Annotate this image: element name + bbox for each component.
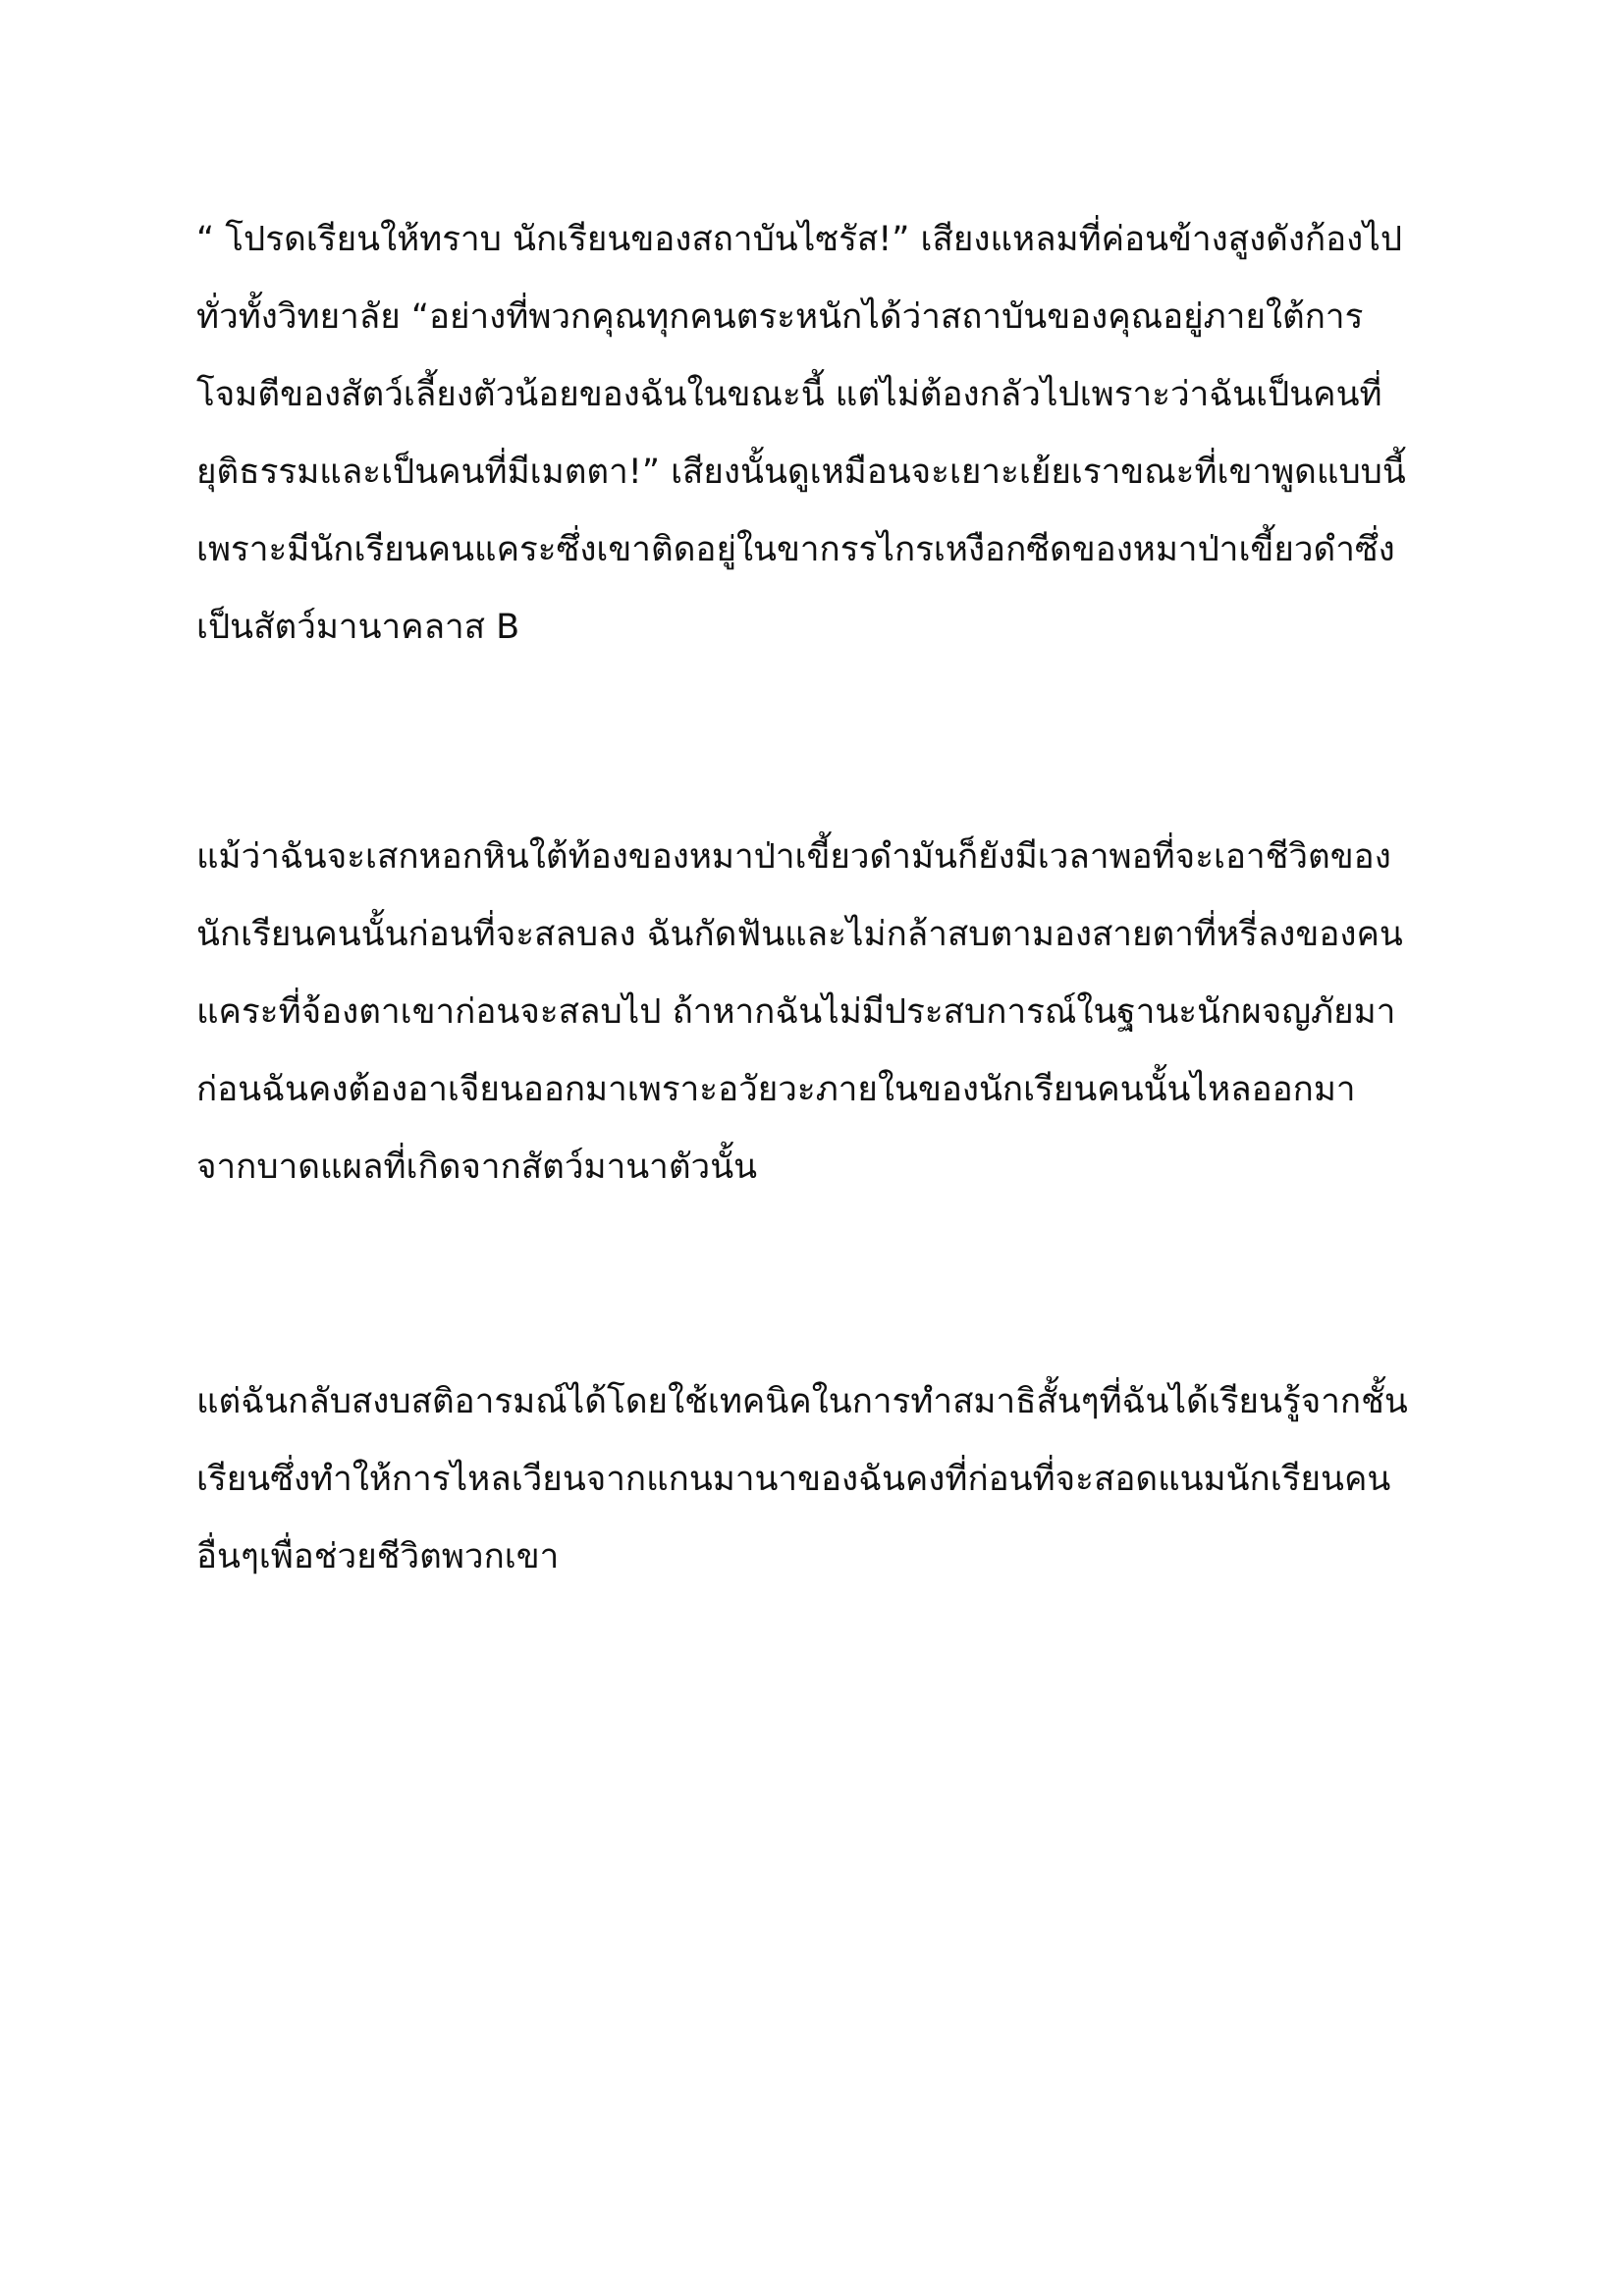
paragraph-spacer <box>196 1206 1434 1363</box>
text-line: อื่นๆเพื่อช่วยชีวิตพวกเขา <box>196 1537 560 1576</box>
text-line: ก่อนฉันคงต้องอาเจียนออกมาเพราะอวัยวะภายในของนักเรียนคนนั้นไหลออกมา <box>196 1070 1356 1109</box>
text-line: แม้ว่าฉันจะเสกหอกหินใต้ท้องของหมาป่าเขี้ยวดำมันก็ยังมีเวลาพอที่จะเอาชีวิตของ <box>196 837 1391 877</box>
paragraph-1 <box>196 201 1434 667</box>
text-line: เพราะมีนักเรียนคนแคระซึ่งเขาติดอยู่ในขากรรไกรเหงือกซีดของหมาป่าเขี้ยวดำซึ่ง <box>196 530 1395 569</box>
text-line: “ โปรดเรียนให้ทราบ นักเรียนของสถาบันไซรัส!” เสียงแหลมที่ค่อนข้างสูงดังก้องไป <box>196 220 1403 259</box>
text-line: เรียนซึ่งทำให้การไหลเวียนจากแกนมานาของฉันคงที่ก่อนที่จะสอดแนมนักเรียนคน <box>196 1460 1391 1499</box>
text-line: ทั่วทั้งวิทยาลัย “อย่างที่พวกคุณทุกคนตระหนักได้ว่าสถาบันของคุณอยู่ภายใต้การ <box>196 297 1364 337</box>
text-line: นักเรียนคนนั้นก่อนที่จะสลบลง ฉันกัดฟันและไม่กล้าสบตามองสายตาที่หรี่ลงของคน <box>196 915 1403 954</box>
text-line: โจมตีของสัตว์เลี้ยงตัวน้อยของฉันในขณะนี้ แต่ไม่ต้องกลัวไปเพราะว่าฉันเป็นคนที่ <box>196 375 1382 414</box>
paragraph-3 <box>196 1363 1434 1596</box>
document-body <box>196 201 1434 1596</box>
text-line: ยุติธรรมและเป็นคนที่มีเมตตา!” เสียงนั้นดูเหมือนจะเยาะเย้ยเราขณะที่เขาพูดแบบนี้ <box>196 453 1406 492</box>
text-line: จากบาดแผลที่เกิดจากสัตว์มานาตัวนั้น <box>196 1148 758 1187</box>
text-line: เป็นสัตว์มานาคลาส B <box>196 608 520 647</box>
paragraph-2 <box>196 819 1434 1206</box>
text-line: แคระที่จ้องตาเขาก่อนจะสลบไป ถ้าหากฉันไม่มีประสบการณ์ในฐานะนักผจญภัยมา <box>196 992 1396 1032</box>
paragraph-spacer <box>196 667 1434 819</box>
text-line: แต่ฉันกลับสงบสติอารมณ์ได้โดยใช้เทคนิคในการทำสมาธิสั้นๆที่ฉันได้เรียนรู้จากชั้น <box>196 1382 1408 1421</box>
